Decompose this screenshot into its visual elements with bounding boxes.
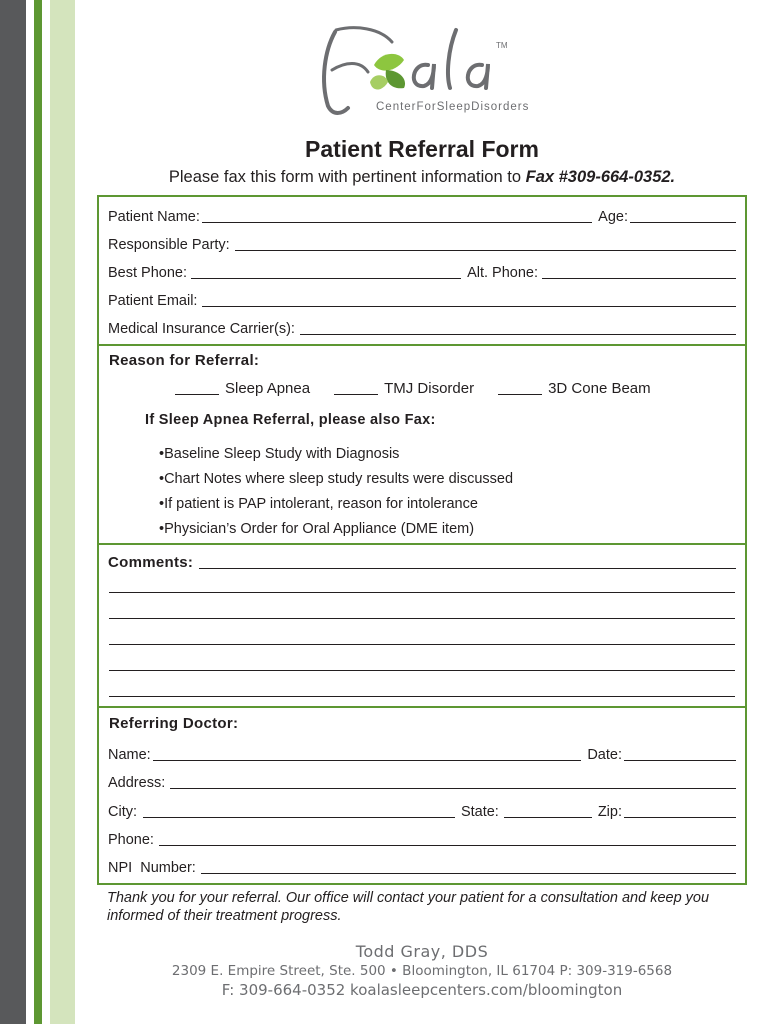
doctor-city-row [108,800,736,820]
cone-beam-label: 3D Cone Beam [548,380,651,397]
referring-doctor-section [97,706,747,885]
fax-number: Fax #309-664-0352. [525,168,676,186]
patient-email-field[interactable] [202,293,736,307]
age-field[interactable] [630,209,736,223]
sleep-apnea-label: Sleep Apnea [225,380,311,397]
patient-info-section [97,195,747,346]
npi-row [108,856,736,876]
comments-field-line-5[interactable] [109,670,735,671]
sleep-apnea-blank[interactable] [175,381,219,395]
age-label: Age: [598,209,628,225]
reason-heading: Reason for Referral: [109,352,260,369]
leaf-icon [374,54,404,71]
option-3d-cone-beam[interactable] [498,380,651,397]
svg-text:CenterForSleepDisorders: CenterForSleepDisorders [376,101,530,113]
sleep-apnea-fax-heading: If Sleep Apnea Referral, please also Fax: [145,412,436,428]
alt-phone-field[interactable] [542,265,736,279]
doctor-phone-label: Phone: [108,832,154,848]
alt-phone-label: Alt. Phone: [467,265,538,281]
footer-fax-website: F: 309-664-0352 koalasleepcenters.com/bloomington [221,981,623,999]
city-label: City: [108,804,137,820]
npi-label: NPI Number: [108,860,196,876]
best-phone-field[interactable] [191,265,461,279]
list-item: • Baseline Sleep Study with Diagnosis [159,442,513,467]
zip-label: Zip: [597,804,622,820]
option-sleep-apnea[interactable] [175,380,310,397]
doctor-address-field[interactable] [170,775,736,789]
list-item: • Chart Notes where sleep study results were discussed [159,467,513,492]
doctor-heading: Referring Doctor: [109,715,239,732]
tmj-disorder-blank[interactable] [334,381,378,395]
left-stripe-light [50,0,75,1024]
patient-name-row [108,205,736,225]
doctor-phone-field[interactable] [159,832,736,846]
footer-address: 2309 E. Empire Street, Ste. 500 • Bloomington, IL 61704 P: 309-319-6568 [171,963,673,979]
tmj-disorder-label: TMJ Disorder [384,380,475,397]
doctor-address-label: Address: [108,775,166,791]
date-label: Date: [587,747,622,763]
list-item: • Physician’s Order for Oral Appliance (DME item) [159,517,513,542]
responsible-party-label: Responsible Party: [108,237,230,253]
insurance-row [108,317,736,337]
doctor-address-row [108,771,736,791]
left-stripe-green [34,0,42,1024]
insurance-label: Medical Insurance Carrier(s): [108,321,295,337]
fax-instruction [97,168,747,187]
comments-field-line-1[interactable] [199,555,736,569]
zip-field[interactable] [624,804,736,818]
patient-email-label: Patient Email: [108,293,198,309]
list-item: • If patient is PAP intolerant, reason for intolerance [159,492,513,517]
page-title: Patient Referral Form [305,136,539,162]
comments-field-line-3[interactable] [109,618,735,619]
responsible-party-field[interactable] [235,237,736,251]
state-label: State: [460,804,499,820]
svg-text:TM: TM [496,41,508,50]
phone-row [108,261,736,281]
insurance-field[interactable] [300,321,736,335]
comments-heading: Comments: [108,554,194,571]
fax-instruction-text: Please fax this form with pertinent information to [168,168,522,186]
date-field[interactable] [624,747,736,761]
doctor-name-row [108,743,736,763]
thank-you-note: Thank you for your referral. Our office will contact your patient for a consultation and keep you informed of their treatment progress. [107,890,710,924]
option-tmj-disorder[interactable] [334,380,474,397]
comments-row [108,551,736,571]
koala-logo [300,20,550,120]
comments-field-line-6[interactable] [109,696,735,697]
reason-options [175,380,675,397]
state-field[interactable] [504,804,592,818]
responsible-party-row [108,233,736,253]
email-row [108,289,736,309]
npi-field[interactable] [201,860,736,874]
city-field[interactable] [143,804,455,818]
patient-name-field[interactable] [202,209,592,223]
doctor-name-field[interactable] [153,747,582,761]
doctor-phone-row [108,828,736,848]
reason-section [97,344,747,545]
doctor-name-footer: Todd Gray, DDS [355,942,489,961]
patient-name-label: Patient Name: [108,209,200,225]
cone-beam-blank[interactable] [498,381,542,395]
left-stripe-dark [0,0,26,1024]
comments-field-line-2[interactable] [109,592,735,593]
doctor-name-label: Name: [108,747,151,763]
comments-section [97,543,747,708]
best-phone-label: Best Phone: [108,265,187,281]
comments-field-line-4[interactable] [109,644,735,645]
sleep-apnea-fax-list [159,442,513,542]
